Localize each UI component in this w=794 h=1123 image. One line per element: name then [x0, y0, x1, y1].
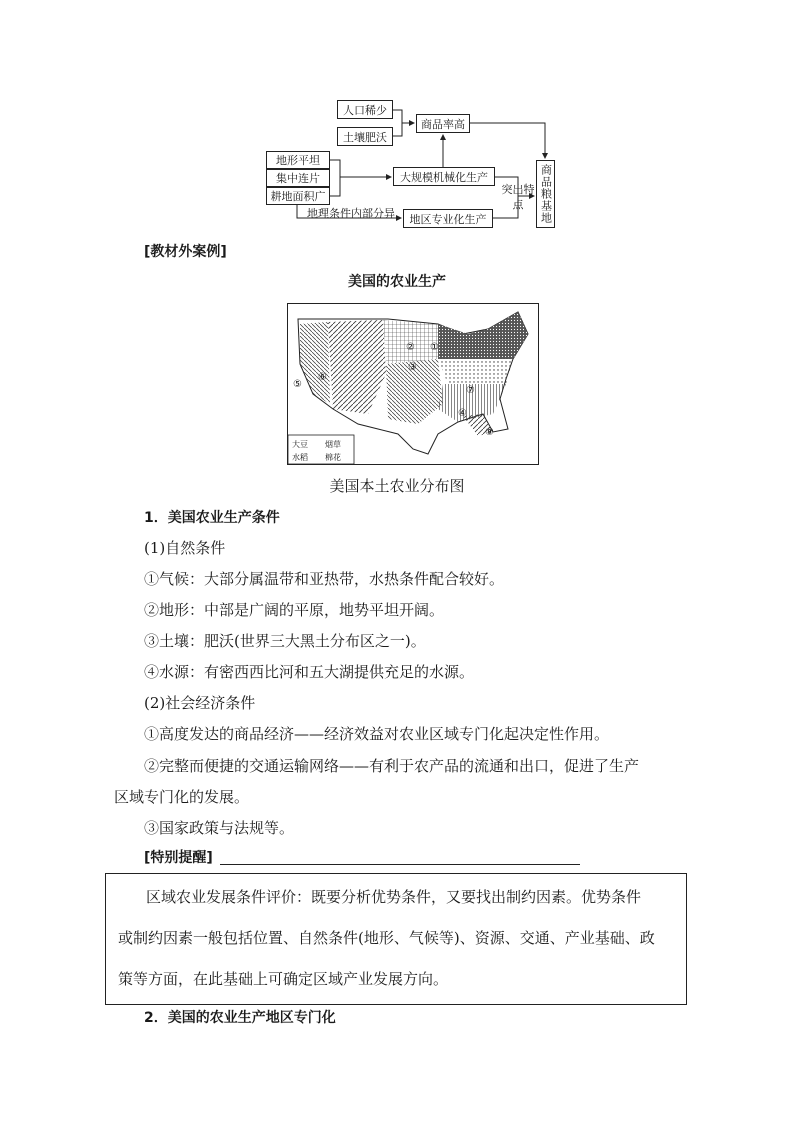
tip-label: [特别提醒] — [144, 850, 213, 866]
box-mechanized: 大规模机械化生产 — [393, 167, 495, 186]
natural-2: ②地形：中部是广阔的平原，地势平坦开阔。 — [144, 601, 445, 619]
tip-line-1: 区域农业发展条件评价：既要分析优势条件，又要找出制约因素。优势条件 — [146, 888, 642, 906]
region-7-label: ⑦ — [466, 385, 475, 396]
box-regional: 地区专业化生产 — [403, 209, 493, 228]
region-6-label: ⑥ — [318, 372, 327, 383]
natural-1: ①气候：大部分属温带和亚热带，水热条件配合较好。 — [144, 570, 505, 588]
region-3-label: ③ — [408, 362, 417, 373]
heading-specialization: 2．美国的农业生产地区专门化 — [144, 1010, 336, 1026]
map-drawing — [288, 304, 538, 464]
social-2-cont: 区域专门化的发展。 — [114, 788, 250, 806]
region-5-label: ⑤ — [293, 379, 302, 390]
social-3: ③国家政策与法规等。 — [144, 819, 295, 837]
tip-underline — [220, 864, 580, 865]
tip-line-3: 策等方面，在此基础上可确定区域产业发展方向。 — [118, 970, 449, 988]
box-terrain: 地形平坦 — [266, 151, 330, 169]
legend-tobacco: 烟草 — [325, 440, 341, 449]
section-label: [教材外案例] — [144, 244, 227, 260]
box-soil: 土壤肥沃 — [337, 127, 393, 146]
tip-line-2: 或制约因素一般包括位置、自然条件(地形、气候等)、资源、交通、产业基础、政 — [118, 929, 655, 947]
map-caption: 美国本土农业分布图 — [329, 477, 465, 495]
legend-cotton: 棉花 — [325, 453, 341, 462]
box-contiguous: 集中连片 — [266, 169, 330, 187]
map-legend — [288, 435, 354, 464]
social-2: ②完整而便捷的交通运输网络——有利于农产品的流通和出口，促进了生产 — [144, 757, 640, 775]
label-geo-diff: 地理条件内部分异 — [307, 207, 395, 220]
box-area: 耕地面积广 — [266, 187, 330, 205]
label-features-text: 突出特点 — [501, 183, 535, 211]
box-population: 人口稀少 — [337, 100, 393, 119]
usa-agriculture-map — [287, 303, 539, 465]
sub-natural: (1)自然条件 — [144, 539, 226, 557]
box-commodity-rate: 商品率高 — [416, 114, 470, 133]
flowchart-connectors — [0, 0, 794, 240]
region-4-label: ④ — [458, 408, 467, 419]
social-1: ①高度发达的商品经济——经济效益对农业区域专门化起决定性作用。 — [144, 725, 610, 743]
legend-rice: 水稻 — [292, 453, 308, 462]
heading-conditions: 1．美国农业生产条件 — [144, 510, 280, 526]
region-1-label: ① — [430, 342, 439, 353]
natural-3: ③土壤：肥沃(世界三大黑土分布区之一)。 — [144, 632, 426, 650]
case-title: 美国的农业生产 — [348, 274, 446, 290]
box-grain-base: 商品粮基地 — [536, 160, 555, 228]
tip-box — [105, 873, 687, 1005]
region-2-label: ② — [406, 342, 415, 353]
natural-4: ④水源：有密西西比河和五大湖提供充足的水源。 — [144, 663, 475, 681]
region-8-label: ⑧ — [485, 427, 494, 438]
sub-socioeconomic: (2)社会经济条件 — [144, 694, 256, 712]
legend-soybean: 大豆 — [292, 440, 308, 449]
